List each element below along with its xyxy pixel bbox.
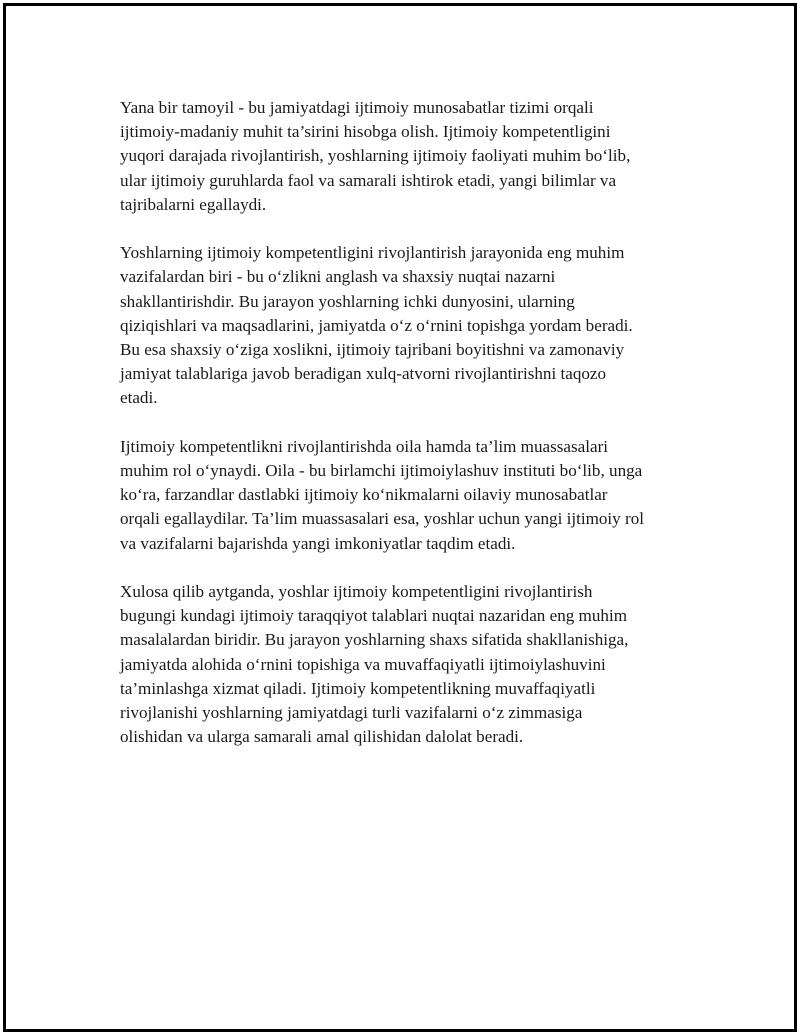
text-line: bugungi kundagi ijtimoiy taraqqiyot talablari nuqtai nazaridan eng muhim	[120, 606, 627, 626]
text-line: Bu esa shaxsiy o‘ziga xoslikni, ijtimoiy tajribani boyitishni va zamonaviy	[120, 340, 625, 360]
text-line: etadi.	[120, 388, 158, 408]
text-line: ijtimoiy-madaniy muhit ta’sirini hisobga olish. Ijtimoiy kompetentligini	[120, 122, 611, 142]
document-page	[3, 3, 797, 1032]
document-body	[120, 96, 700, 774]
paragraph-1	[120, 96, 700, 217]
text-line: Xulosa qilib aytganda, yoshlar ijtimoiy kompetentligini rivojlantirish	[120, 582, 593, 602]
text-line: ko‘ra, farzandlar dastlabki ijtimoiy ko‘nikmalarni oilaviy munosabatlar	[120, 485, 608, 505]
text-line: Yoshlarning ijtimoiy kompetentligini rivojlantirish jarayonida eng muhim	[120, 243, 625, 263]
text-line: yuqori darajada rivojlantirish, yoshlarning ijtimoiy faoliyati muhim bo‘lib,	[120, 146, 631, 166]
paragraph-4	[120, 580, 700, 749]
text-line: jamiyatda alohida o‘rnini topishiga va muvaffaqiyatli ijtimoiylashuvini	[120, 654, 606, 674]
text-line: jamiyat talablariga javob beradigan xulq-atvorni rivojlantirishni taqozo	[120, 364, 607, 384]
text-line: tajribalarni egallaydi.	[120, 194, 267, 214]
text-line: orqali egallaydilar. Ta’lim muassasalari esa, yoshlar uchun yangi ijtimoiy rol	[120, 509, 644, 529]
text-line: qiziqishlari va maqsadlarini, jamiyatda o‘z o‘rnini topishga yordam beradi.	[120, 315, 633, 335]
text-line: Yana bir tamoyil - bu jamiyatdagi ijtimoiy munosabatlar tizimi orqali	[120, 98, 594, 117]
text-line: Ijtimoiy kompetentlikni rivojlantirishda oila hamda ta’lim muassasalari	[120, 436, 609, 456]
paragraph-2	[120, 241, 700, 410]
text-line: shakllantirishdir. Bu jarayon yoshlarning ichki dunyosini, ularning	[120, 291, 575, 311]
text-line: muhim rol o‘ynaydi. Oila - bu birlamchi ijtimoiylashuv instituti bo‘lib, unga	[120, 461, 643, 481]
text-line: rivojlanishi yoshlarning jamiyatdagi turli vazifalarni o‘z zimmasiga	[120, 703, 583, 723]
text-line: masalalardan biridir. Bu jarayon yoshlarning shaxs sifatida shakllanishiga,	[120, 630, 629, 650]
text-line: olishidan va ularga samarali amal qilishidan dalolat beradi.	[120, 727, 524, 747]
text-line: ular ijtimoiy guruhlarda faol va samarali ishtirok etadi, yangi bilimlar va	[120, 170, 617, 190]
paragraph-3	[120, 435, 700, 556]
text-line: ta’minlashga xizmat qiladi. Ijtimoiy kompetentlikning muvaffaqiyatli	[120, 678, 596, 698]
text-line: va vazifalarni bajarishda yangi imkoniyatlar taqdim etadi.	[120, 533, 516, 553]
text-line: vazifalardan biri - bu o‘zlikni anglash va shaxsiy nuqtai nazarni	[120, 267, 556, 287]
